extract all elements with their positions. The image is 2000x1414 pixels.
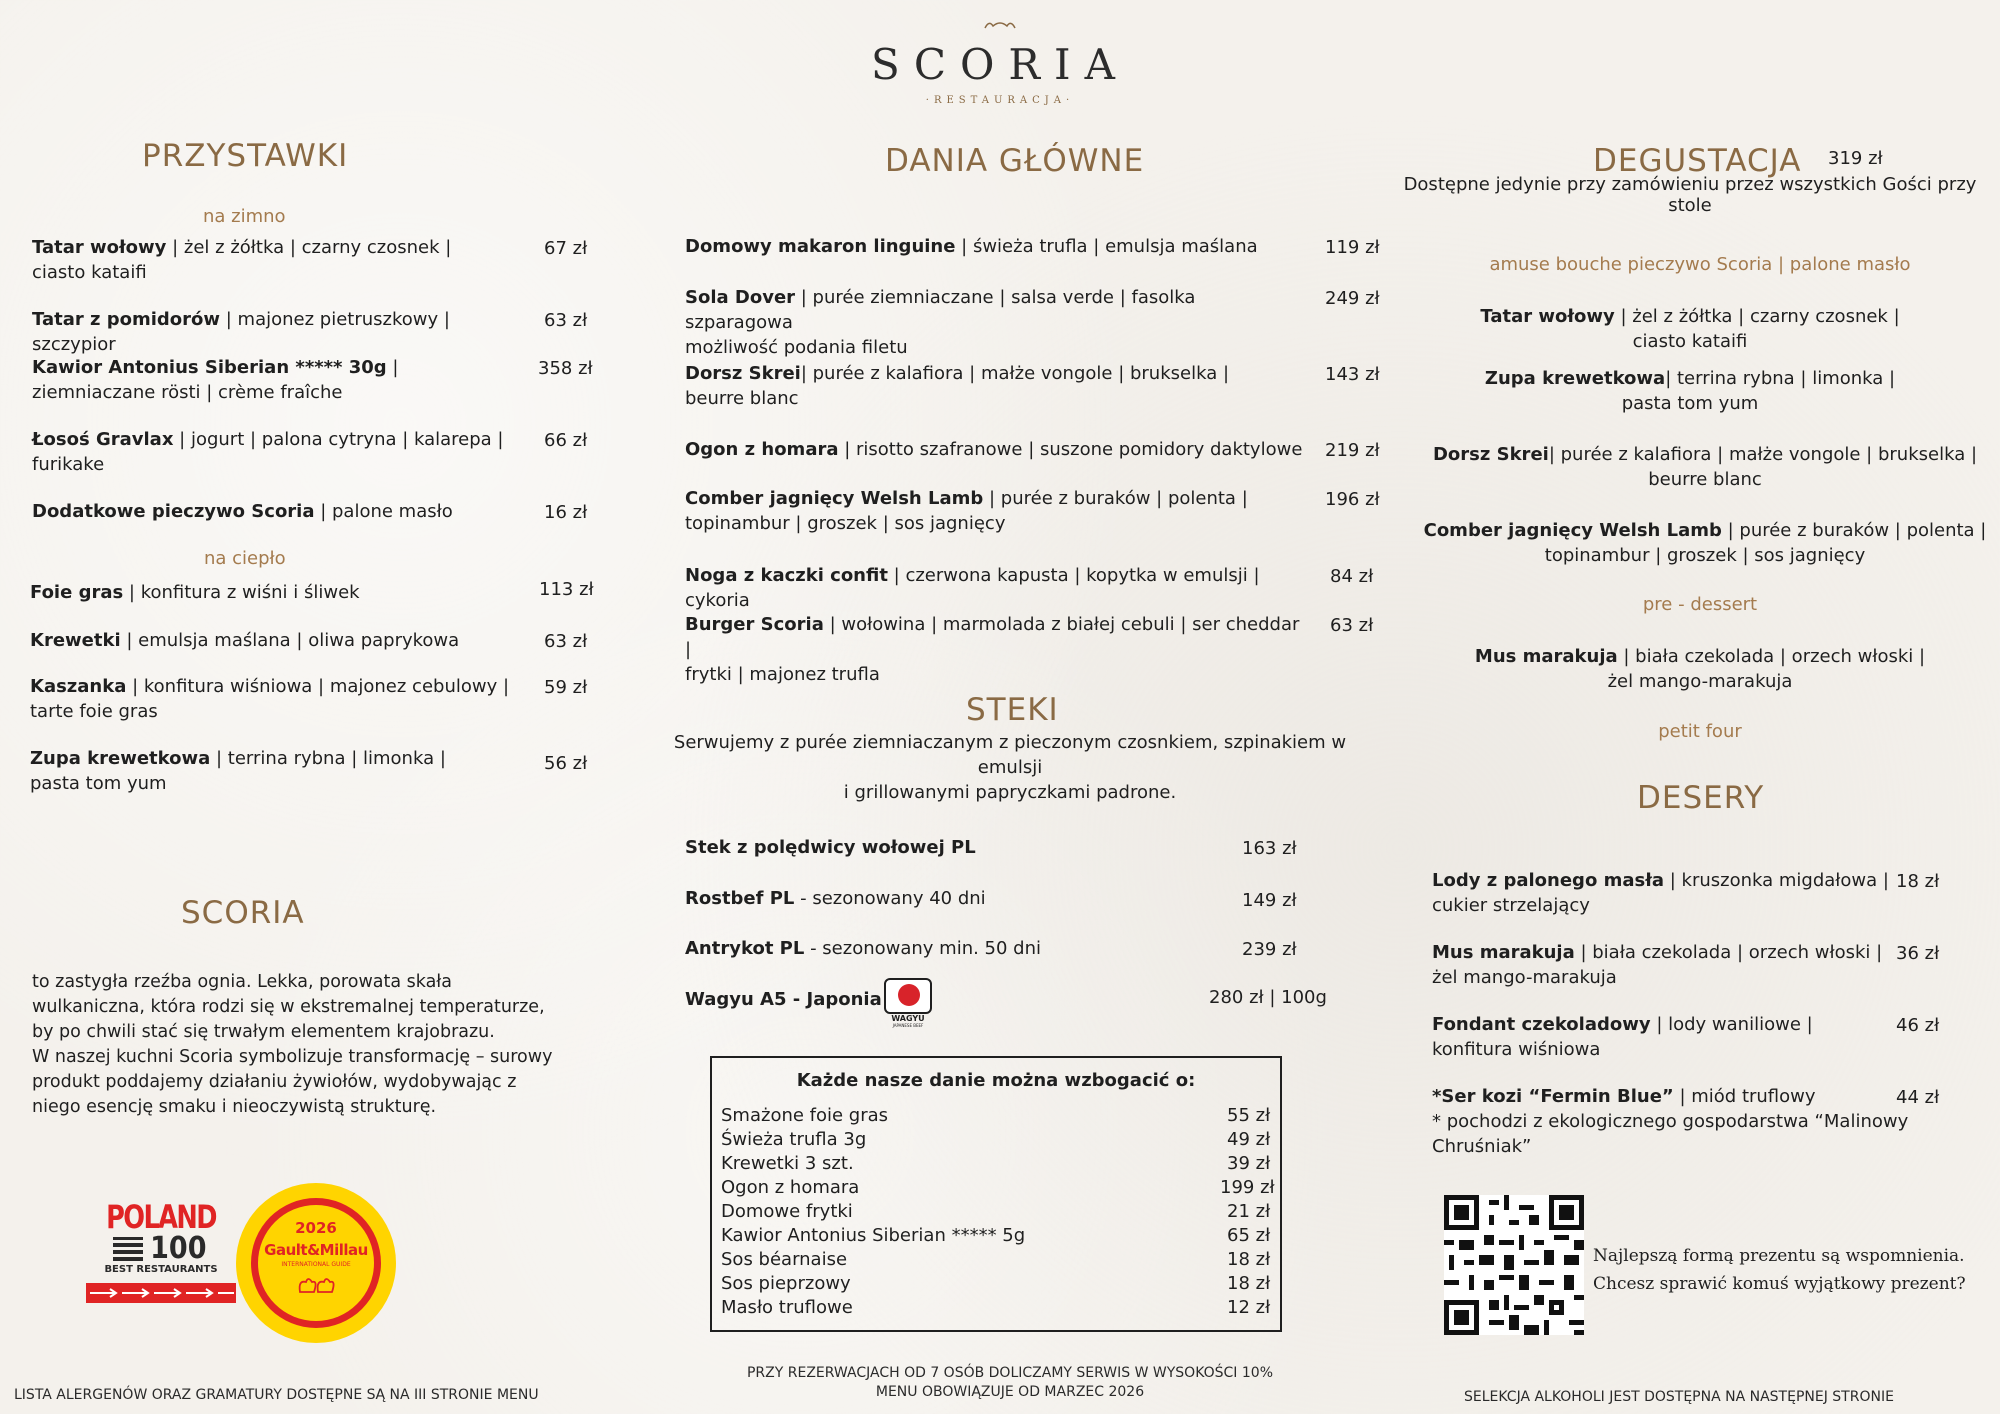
starter-price: 16 zł bbox=[544, 502, 588, 523]
footer-service: PRZY REZERWACJACH OD 7 OSÓB DOLICZAMY SERWIS W WYSOKOŚCI 10% MENU OBOWIĄZUJE OD MARZEC 2026 bbox=[746, 1365, 1273, 1400]
tasting-dessert-course: Mus marakuja | biała czekolada | orzech włoski | żel mango-marakuja bbox=[1474, 646, 1926, 692]
extra-item: Świeża trufla 3g bbox=[721, 1129, 867, 1150]
starter-price: 358 zł bbox=[538, 358, 593, 379]
extra-item: Kawior Antonius Siberian ***** 5g bbox=[721, 1225, 1026, 1246]
about-heading: SCORIA bbox=[181, 895, 305, 931]
warm-label: na ciepło bbox=[204, 548, 286, 569]
poland-100-badge: POLAND 100 BEST RESTAURANTS bbox=[86, 1200, 236, 1320]
main-price: 219 zł bbox=[1325, 440, 1380, 461]
starter-item: Tatar wołowy | żel z żółtka | czarny czosnek | ciasto kataifi bbox=[32, 237, 452, 283]
extra-price: 199 zł bbox=[1220, 1177, 1275, 1198]
steak-price: 280 zł | 100g bbox=[1209, 987, 1327, 1008]
tasting-course: Comber jagnięcy Welsh Lamb | purée z buraków | polenta | topinambur | groszek | sos jagnięcy bbox=[1423, 520, 1987, 566]
main-price: 119 zł bbox=[1325, 237, 1380, 258]
main-item: Domowy makaron linguine | świeża trufla | emulsja maślana bbox=[685, 236, 1258, 257]
qr-code-icon bbox=[1444, 1195, 1584, 1335]
starter-price: 63 zł bbox=[544, 631, 588, 652]
gault-millau-badge: 2026 Gault&Millau INTERNATIONAL GUIDE bbox=[236, 1183, 396, 1343]
main-item: Sola Dover | purée ziemniaczane | salsa verde | fasolka szparagowa możliwość podania filetu bbox=[685, 287, 1196, 358]
starter-item: Dodatkowe pieczywo Scoria | palone masło bbox=[32, 501, 453, 522]
steak-price: 163 zł bbox=[1242, 838, 1297, 859]
tasting-heading: DEGUSTACJA bbox=[1593, 143, 1802, 179]
mains-heading: DANIA GŁÓWNE bbox=[885, 143, 1145, 179]
steak-item: Rostbef PL - sezonowany 40 dni bbox=[685, 888, 986, 909]
extra-item: Krewetki 3 szt. bbox=[721, 1153, 854, 1174]
qr-code[interactable] bbox=[1444, 1195, 1584, 1335]
extra-item: Domowe frytki bbox=[721, 1201, 853, 1222]
extra-price: 55 zł bbox=[1227, 1105, 1271, 1126]
steak-price: 149 zł bbox=[1242, 890, 1297, 911]
starter-price: 63 zł bbox=[544, 310, 588, 331]
dessert-item: Fondant czekoladowy | lody waniliowe | konfitura wiśniowa bbox=[1432, 1014, 1813, 1060]
logo-title: SCORIA bbox=[871, 40, 1129, 89]
extra-price: 65 zł bbox=[1227, 1225, 1271, 1246]
starter-item: Foie gras | konfitura z wiśni i śliwek bbox=[30, 582, 360, 603]
tasting-course: Zupa krewetkowa| terrina rybna | limonka | pasta tom yum bbox=[1484, 368, 1896, 414]
tasting-predessert: pre - dessert bbox=[1642, 594, 1758, 615]
dessert-price: 18 zł bbox=[1896, 871, 1940, 892]
cold-label: na zimno bbox=[203, 206, 286, 227]
main-item: Dorsz Skrei| purée z kalafiora | małże vongole | brukselka | beurre blanc bbox=[685, 363, 1230, 409]
starter-price: 66 zł bbox=[544, 430, 588, 451]
wagyu-logo: WAGYU JAPANESE BEEF bbox=[884, 978, 932, 1024]
extra-price: 18 zł bbox=[1227, 1249, 1271, 1270]
tasting-note: Dostępne jedynie przy zamówieniu przez wszystkich Gości przy stole bbox=[1403, 174, 1977, 216]
starters-heading: PRZYSTAWKI bbox=[142, 138, 349, 174]
arrows-icon bbox=[86, 1283, 236, 1303]
toques-icon bbox=[296, 1274, 336, 1296]
dessert-price: 36 zł bbox=[1896, 943, 1940, 964]
main-item: Ogon z homara | risotto szafranowe | suszone pomidory daktylowe bbox=[685, 439, 1303, 460]
extra-price: 21 zł bbox=[1227, 1201, 1271, 1222]
dessert-item: *Ser kozi “Fermin Blue” | miód truflowy * pochodzi z ekologicznego gospodarstwa “Malinowy Chruśniak” bbox=[1432, 1086, 1909, 1157]
footer-alcohol: SELEKCJA ALKOHOLI JEST DOSTĘPNA NA NASTĘPNEJ STRONIE bbox=[1464, 1389, 1894, 1405]
crown-icon bbox=[983, 20, 1017, 30]
starter-price: 56 zł bbox=[544, 753, 588, 774]
tasting-amuse: amuse bouche pieczywo Scoria | palone masło bbox=[1489, 254, 1911, 275]
steak-item: Wagyu A5 - Japonia bbox=[685, 989, 882, 1010]
gift-text: Najlepszą formą prezentu są wspomnienia. Chcesz sprawić komuś wyjątkowy prezent? bbox=[1593, 1246, 1966, 1294]
steaks-intro: Serwujemy z purée ziemniaczanym z pieczonym czosnkiem, szpinakiem w emulsji i grillowanymi papryczkami padrone. bbox=[673, 732, 1347, 803]
steak-price: 239 zł bbox=[1242, 939, 1297, 960]
extra-item: Masło truflowe bbox=[721, 1297, 853, 1318]
main-price: 249 zł bbox=[1325, 288, 1380, 309]
dessert-price: 46 zł bbox=[1896, 1015, 1940, 1036]
main-price: 63 zł bbox=[1330, 615, 1374, 636]
logo-subtitle: ·RESTAURACJA· bbox=[925, 95, 1075, 106]
tasting-petit-four: petit four bbox=[1658, 721, 1742, 742]
starter-item: Krewetki | emulsja maślana | oliwa paprykowa bbox=[30, 630, 460, 651]
extra-price: 12 zł bbox=[1227, 1297, 1271, 1318]
dessert-item: Lody z palonego masła | kruszonka migdałowa | cukier strzelający bbox=[1432, 870, 1889, 916]
extra-item: Sos pieprzowy bbox=[721, 1273, 851, 1294]
starter-item: Tatar z pomidorów | majonez pietruszkowy | szczypior bbox=[32, 309, 450, 355]
starter-item: Kaszanka | konfitura wiśniowa | majonez cebulowy | tarte foie gras bbox=[30, 676, 510, 722]
dessert-price: 44 zł bbox=[1896, 1087, 1940, 1108]
tasting-course: Tatar wołowy | żel z żółtka | czarny czosnek | ciasto kataifi bbox=[1480, 306, 1900, 352]
steak-item: Stek z polędwicy wołowej PL bbox=[685, 837, 976, 858]
main-item: Noga z kaczki confit | czerwona kapusta | kopytka w emulsji | cykoria bbox=[685, 565, 1260, 611]
extra-price: 49 zł bbox=[1227, 1129, 1271, 1150]
dessert-item: Mus marakuja | biała czekolada | orzech włoski | żel mango-marakuja bbox=[1432, 942, 1883, 988]
starter-item: Łosoś Gravlax | jogurt | palona cytryna | kalarepa | furikake bbox=[32, 429, 504, 475]
tasting-course: Dorsz Skrei| purée z kalafiora | małże vongole | brukselka | beurre blanc bbox=[1432, 444, 1978, 490]
extra-item: Sos béarnaise bbox=[721, 1249, 848, 1270]
starter-price: 59 zł bbox=[544, 677, 588, 698]
desserts-heading: DESERY bbox=[1637, 780, 1765, 816]
main-item: Comber jagnięcy Welsh Lamb | purée z buraków | polenta | topinambur | groszek | sos jagnięcy bbox=[685, 488, 1248, 534]
main-price: 84 zł bbox=[1330, 566, 1374, 587]
main-price: 143 zł bbox=[1325, 364, 1380, 385]
steaks-heading: STEKI bbox=[966, 692, 1059, 728]
main-item: Burger Scoria | wołowina | marmolada z białej cebuli | ser cheddar | frytki | majonez trufla bbox=[685, 614, 1300, 685]
footer-allergens: LISTA ALERGENÓW ORAZ GRAMATURY DOSTĘPNE SĄ NA III STRONIE MENU bbox=[14, 1387, 539, 1403]
extras-title: Każde nasze danie można wzbogacić o: bbox=[796, 1070, 1196, 1091]
extra-price: 18 zł bbox=[1227, 1273, 1271, 1294]
about-text: to zastygła rzeźba ognia. Lekka, porowata skała wulkaniczna, która rodzi się w ekstremalnej temperaturze, by po chwili stać się trwałym elementem krajobrazu. W naszej kuchni Scoria symbolizuje transformację – surowy produkt poddajemy działaniu żywiołów, wydobywając z niego esencję smaku i nieoczywistą strukturę. bbox=[32, 972, 553, 1117]
starter-item: Kawior Antonius Siberian ***** 30g | ziemniaczane rösti | crème fraîche bbox=[32, 357, 399, 403]
starter-price: 113 zł bbox=[539, 579, 594, 600]
extra-price: 39 zł bbox=[1227, 1153, 1271, 1174]
starter-price: 67 zł bbox=[544, 238, 588, 259]
starter-item: Zupa krewetkowa | terrina rybna | limonka | pasta tom yum bbox=[30, 748, 446, 794]
extra-item: Smażone foie gras bbox=[721, 1105, 889, 1126]
main-price: 196 zł bbox=[1325, 489, 1380, 510]
extra-item: Ogon z homara bbox=[721, 1177, 860, 1198]
logo bbox=[870, 20, 1130, 106]
steak-item: Antrykot PL - sezonowany min. 50 dni bbox=[685, 938, 1042, 959]
tasting-price: 319 zł bbox=[1828, 148, 1883, 169]
